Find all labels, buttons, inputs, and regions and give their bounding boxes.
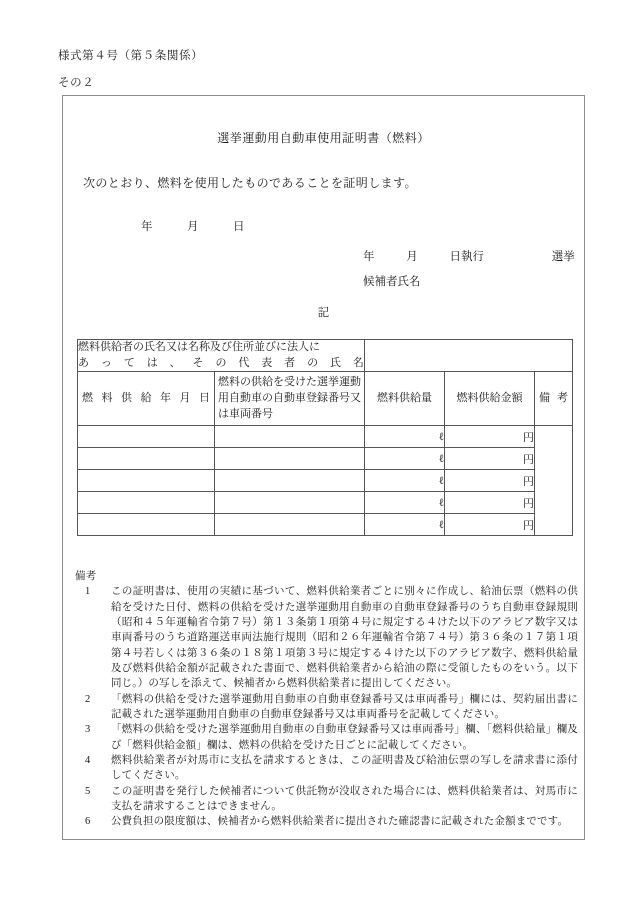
cell-remarks[interactable] (535, 426, 573, 536)
sheet-number: その２ (58, 77, 95, 89)
page-title: 選挙運動用自動車使用証明書（燃料） (217, 131, 430, 145)
cell-vehicle-registration[interactable] (215, 470, 365, 492)
cell-supply-date[interactable] (78, 514, 215, 536)
table-row (78, 514, 573, 536)
candidate-name-label: 候補者氏名 (363, 276, 421, 288)
note-text: この証明書を発行した候補者について供託物が没収された場合には、燃料供給業者は、対馬市に支払を請求することはできません。 (111, 785, 578, 812)
notes-section (73, 569, 578, 830)
note-number: 5 (85, 785, 91, 797)
cell-supply-date[interactable] (78, 426, 215, 448)
supplier-label-line2: あ っ て は 、 そ の 代 表 者 の 氏 名 (78, 356, 364, 369)
note-text: 「燃料の供給を受けた選挙運動用自動車の自動車登録番号又は車両番号」欄、「燃料供給量」欄及び「燃料供給金額」欄は、燃料の供給を受けた日ごとに記載してください。 (111, 724, 578, 751)
cell-supply-quantity[interactable]: ℓ (365, 470, 445, 492)
lead-sentence: 次のとおり、燃料を使用したものであることを証明します。 (83, 176, 417, 190)
note-item (85, 784, 578, 815)
note-text: 燃料供給業者が対馬市に支払を請求するときは、この証明書及び給油伝票の写しを請求書に添付してください。 (111, 754, 578, 782)
table-row (78, 492, 573, 514)
cell-supply-amount[interactable]: 円 (445, 492, 535, 514)
cell-vehicle-registration[interactable] (215, 448, 365, 470)
column-header-vehicle-registration-text: 燃料の供給を受けた選挙運動用自動車の自動車登録番号又は車両番号 (218, 376, 361, 420)
cell-vehicle-registration[interactable] (215, 492, 365, 514)
notes-heading: 備考 (75, 571, 97, 582)
cell-supply-quantity[interactable]: ℓ (365, 448, 445, 470)
note-number: 4 (85, 754, 91, 766)
note-text: 「燃料の供給を受けた選挙運動用自動車の自動車登録番号又は車両番号」欄には、契約届出書に記載された選挙運動用自動車の自動車登録番号又は車両番号を記載してください。 (111, 693, 578, 720)
cell-vehicle-registration[interactable] (215, 514, 365, 536)
column-header-row (78, 372, 573, 426)
cell-supply-quantity[interactable]: ℓ (365, 514, 445, 536)
cell-vehicle-registration[interactable] (215, 426, 365, 448)
cell-supply-amount[interactable]: 円 (445, 448, 535, 470)
certificate-frame (62, 95, 585, 840)
table-row (78, 470, 573, 492)
execution-year-label: 年 (363, 251, 375, 263)
note-number: 2 (85, 693, 91, 705)
election-label: 選挙 (551, 251, 575, 263)
cell-supply-amount[interactable]: 円 (445, 426, 535, 448)
note-number: 1 (85, 586, 91, 598)
note-number: 6 (85, 816, 91, 828)
cell-supply-date[interactable] (78, 492, 215, 514)
note-item (85, 722, 578, 753)
column-header-supply-quantity: 燃料供給量 (365, 372, 445, 426)
cell-supply-date[interactable] (78, 448, 215, 470)
note-text: この証明書は、使用の実績に基づいて、燃料供給業者ごとに別々に作成し、給油伝票（燃料の供給を受けた日付、燃料の供給を受けた選挙運動用自動車の自動車登録番号のうち自動車登録規則（昭和４５年運輸省令第７号）第１３条第１項第４号に規定する４けた以下のアラビア数字又は車両番号のうち道路運送車両法施行規則（昭和２６年運輸省令第７４号）第３６条の１７第１項第４号若しくは第３６条の１８第１項第３号に規定する４けた以下のアラビア数字、燃料供給量及び燃料供給金額が記載された書面で、燃料供給業者から給油の際に受領したものをいう。以下同じ。）の写しを添えて、候補者から燃料供給業者に提出してください。 (111, 586, 578, 690)
note-text: 公費負担の限度額は、候補者から燃料供給業者に提出された確認書に記載された金額までです。 (111, 816, 569, 828)
supplier-row (78, 340, 573, 372)
column-header-supply-amount: 燃料供給金額 (445, 372, 535, 426)
cell-supply-amount[interactable]: 円 (445, 470, 535, 492)
cell-supply-quantity[interactable]: ℓ (365, 426, 445, 448)
form-number: 様式第４号（第５条関係） (58, 50, 204, 62)
supplier-label-cell (78, 340, 365, 372)
table-row (78, 426, 573, 448)
supplier-value-field[interactable] (365, 340, 573, 372)
execution-month-label: 月 (406, 251, 418, 263)
note-item (85, 814, 578, 829)
column-header-remarks: 備 考 (535, 372, 573, 426)
execution-date-line (363, 248, 575, 264)
cell-supply-quantity[interactable]: ℓ (365, 492, 445, 514)
table-row (78, 448, 573, 470)
note-item (85, 692, 578, 723)
note-item (85, 584, 578, 691)
cell-supply-date[interactable] (78, 470, 215, 492)
cell-supply-amount[interactable]: 円 (445, 514, 535, 536)
column-header-supply-date: 燃 料 供 給 年 月 日 (78, 372, 215, 426)
note-item (85, 753, 578, 784)
execution-day-label: 日執行 (449, 251, 484, 263)
supplier-label-line1: 燃料供給者の氏名又は名称及び住所並びに法人に (78, 341, 320, 353)
note-number: 3 (85, 724, 91, 736)
column-header-vehicle-registration (215, 372, 365, 426)
ki-marker: 記 (317, 307, 330, 319)
fuel-usage-table (77, 339, 573, 536)
issue-date-line: 年 月 日 (141, 221, 245, 233)
